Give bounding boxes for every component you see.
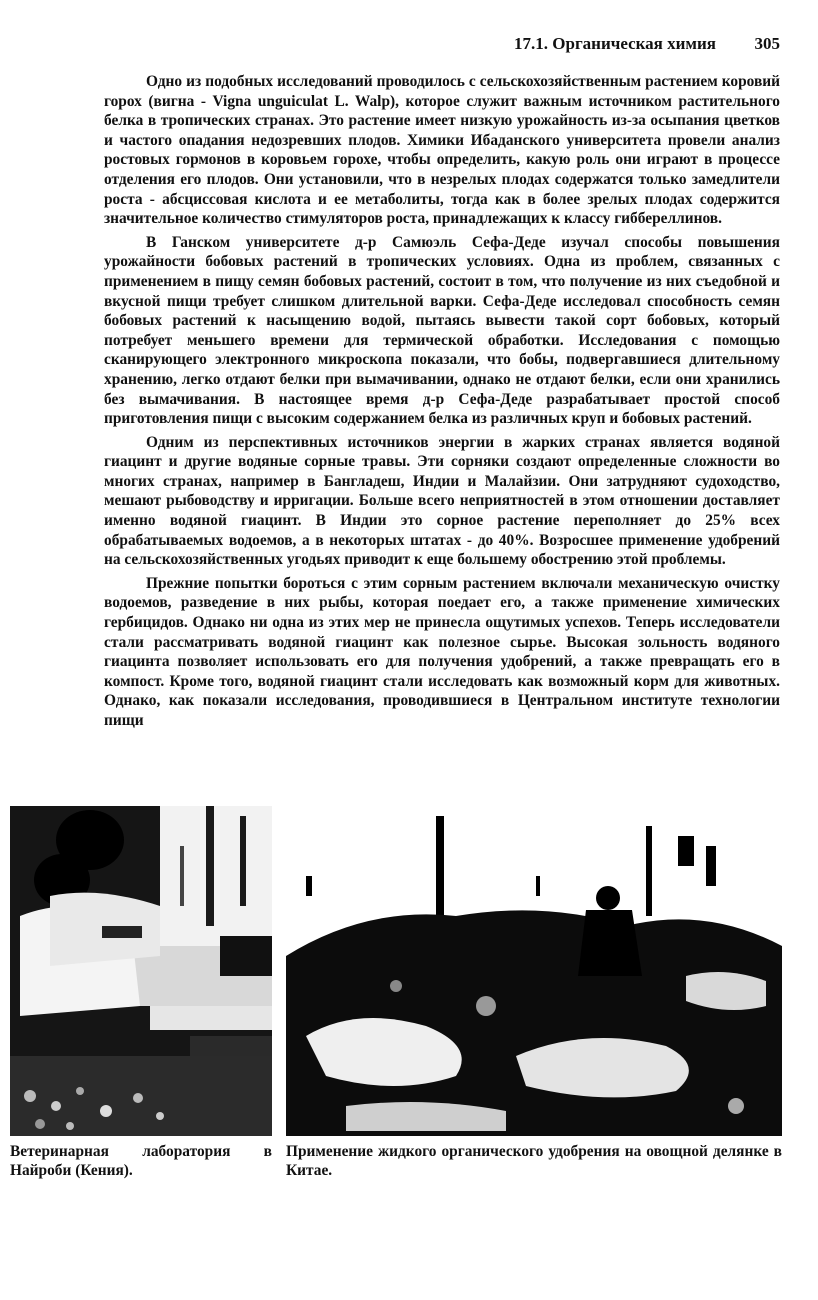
paragraph-water-hyacinth: Одним из перспективных источников энергии в жарких странах является водяной гиацинт и другие водяные сорные травы. Эти сорняки создают определенные сложности во многих странах, например в Бангладеш, Индии и Малайзии. Они затрудняют судоходство, мешают рыбоводству и ирригации. Больше всего неприятностей в этом отношении доставляет именно водяной гиацинт. В Индии это сорное растение переполняет до 25% всех обрабатываемых водоемов, а в некоторых штатах - до 40%. Возросшее применение удобрений на сельскохозяйственных угодьях приводит к еще большему обострению этой проблемы. — [104, 433, 780, 569]
photo-veterinary-lab — [10, 806, 272, 1136]
paragraph-control-attempts: Прежние попытки бороться с этим сорным растением включали механическую очистку водоемов, разведение в них рыбы, которая поедает его, а также применение химических гербицидов. Однако ни одна из этих мер не принесла ощутимых успехов. Теперь исследователи стали рассматривать водяной гиацинт как полезное сырье. Высокая зольность водяного гиацинта позволяет использовать его для получения удобрений, а также превращать его в компост. Кроме того, водяной гиацинт стали исследовать как возможный корм для животных. Однако, как показали исследования, проводившиеся в Центральном институте технологии пищи — [104, 574, 780, 729]
paragraph-ghana: В Ганском университете д-р Самюэль Сефа-Деде изучал способы повышения урожайности бобовых растений в тропических условиях. Одна из проблем, связанных с применением в пищу семян бобовых растений, состоит в том, что получение из них съедобной и вкусной пищи требует слишком длительной варки. Сефа-Деде исследовал способность семян бобовых растений к насыщению водой, пытаясь вывести такой сорт бобовых, который потребует меньшего времени для термической обработки. Исследования с помощью сканирующего электронного микроскопа показали, что бобы, подвергавшиеся длительному хранению, легко отдают белки при вымачивании, однако не отдают белки, если они хранились без вымачивания. В настоящее время д-р Сефа-Деде разрабатывает простой способ приготовления пищи с высоким содержанием белка из различных круп и бобовых растений. — [104, 233, 780, 428]
body-text — [104, 72, 780, 735]
running-header — [104, 34, 780, 58]
caption-veterinary-lab: Ветеринарная лаборатория в Найроби (Кения). — [10, 1143, 272, 1179]
paragraph-cowpea: Одно из подобных исследований проводилось с сельскохозяйственным растением коровий горох (вигна - Vigna unguiculat L. Walp), которое служит важным источником растительного белка в тропических странах. Это растение имеет низкую урожайность из-за осыпания цветков и частого опадания недозревших плодов. Химики Ибаданского университета провели анализ ростовых гормонов в коровьем горохе, чтобы определить, какую роль они играют в процессе отделения его плодов. Они установили, что в незрелых плодах содержатся только замедлители роста - абсциссовая кислота и ее метаболиты, тогда как в более зрелых плодах содержится значительное количество стимуляторов роста, принадлежащих к классу гиббереллинов. — [104, 73, 780, 228]
section-title: 17.1. Органическая химия — [514, 34, 716, 53]
page-number: 305 — [754, 34, 780, 53]
photo-fertilizer-plot — [286, 806, 782, 1136]
caption-fertilizer-plot: Применение жидкого органического удобрения на овощной делянке в Китае. — [286, 1143, 782, 1179]
